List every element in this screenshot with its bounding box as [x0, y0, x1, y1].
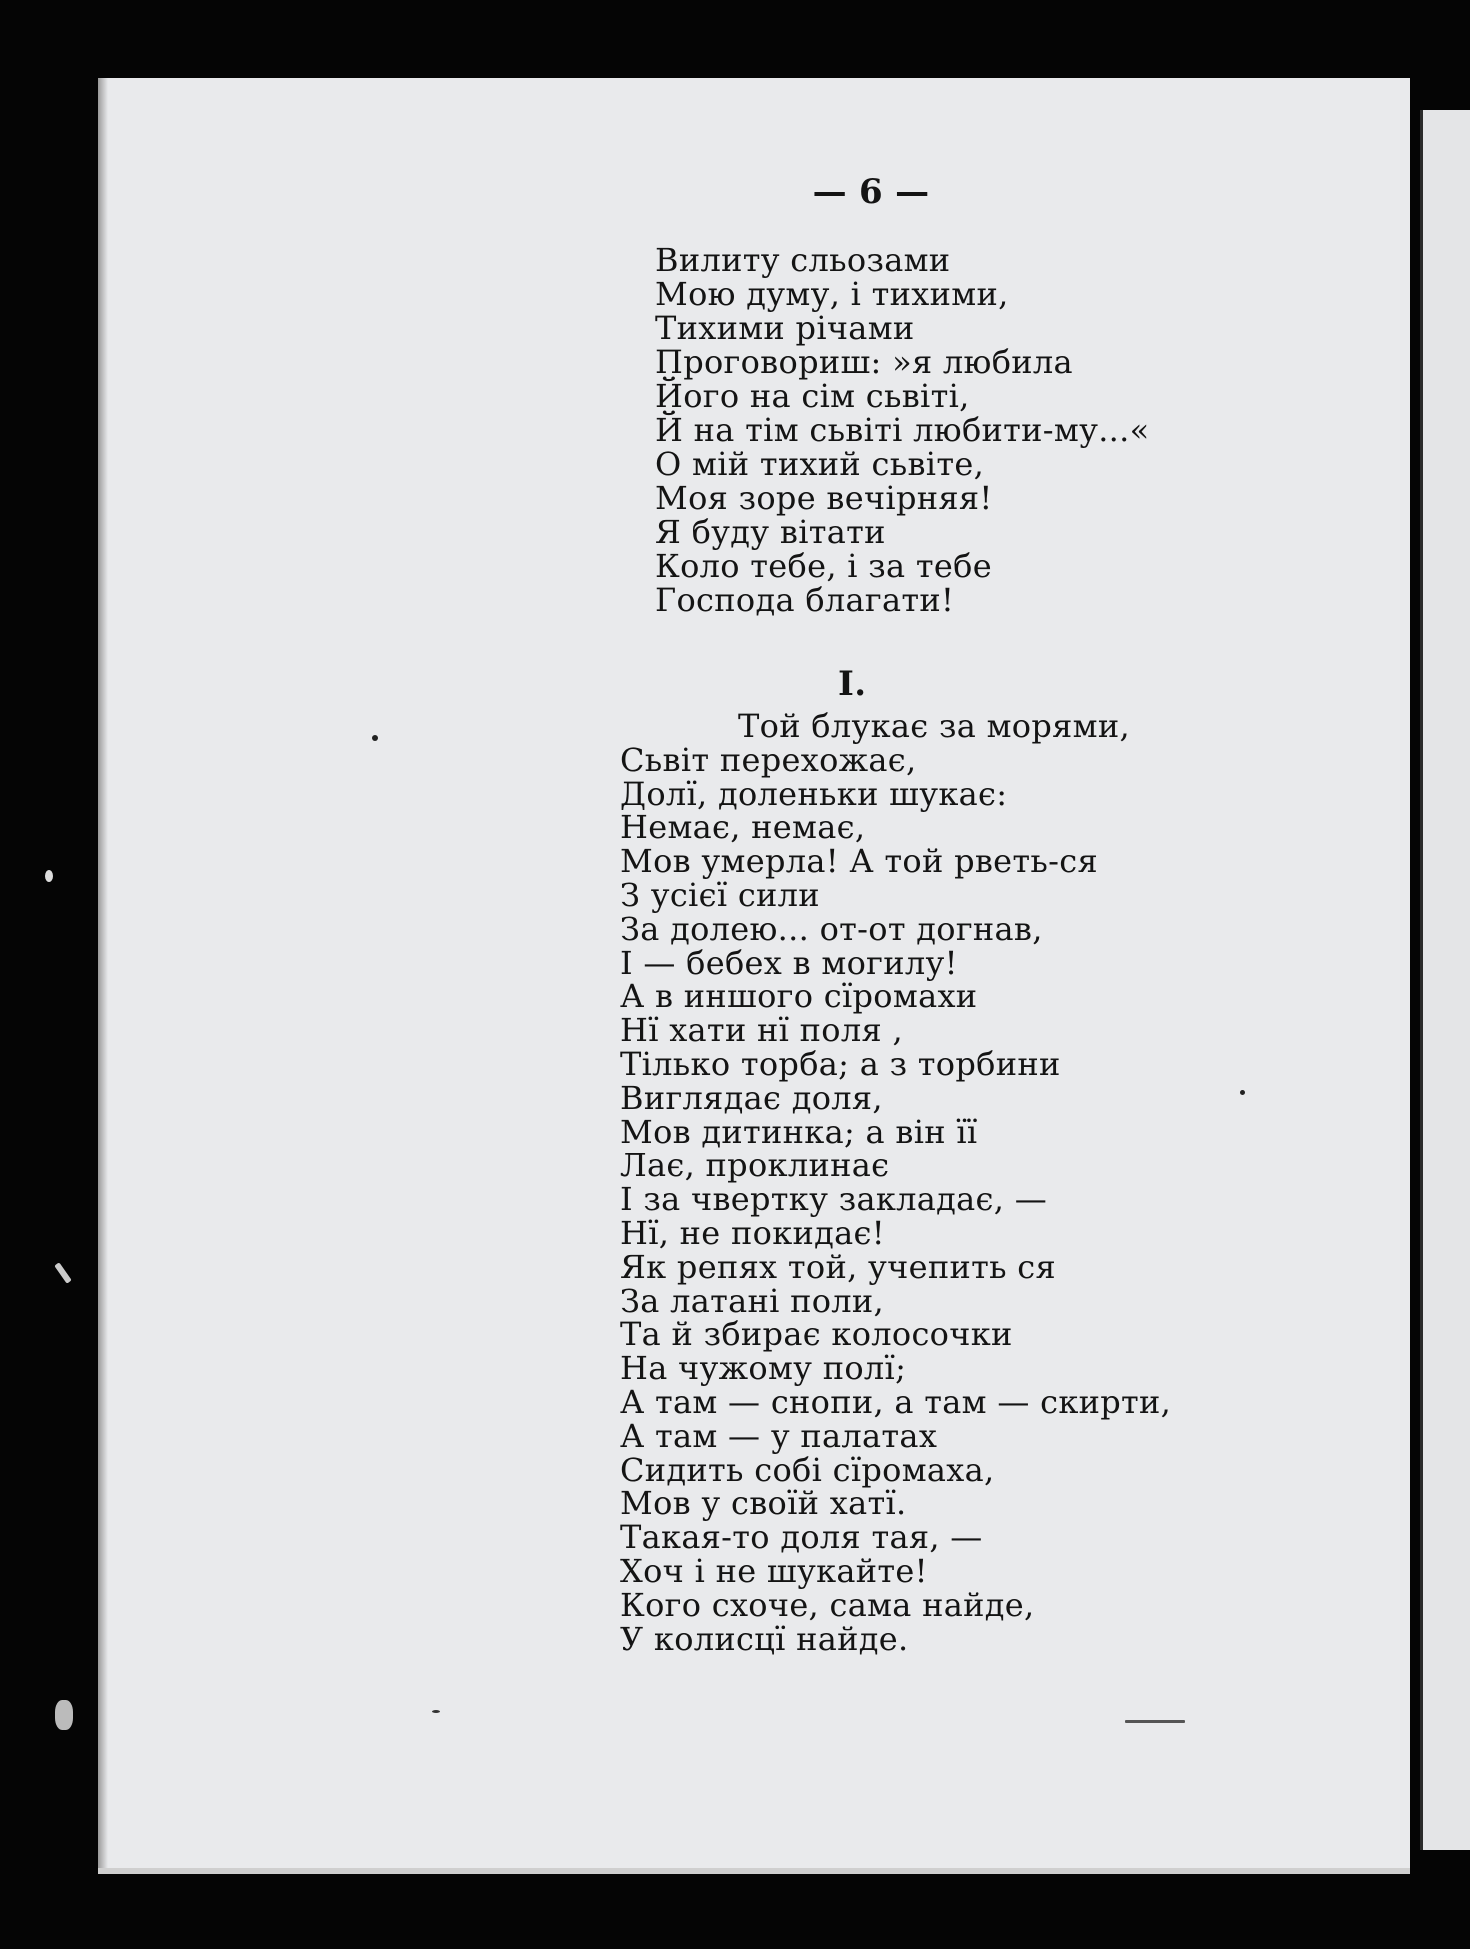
verse-line: Проговориш: »я любила	[655, 343, 1073, 381]
verse-line: Як репях той, учепить ся	[620, 1247, 1056, 1286]
verse-line: Тілько торба; а з торбини	[620, 1044, 1061, 1083]
verse-line: З усієї сили	[620, 875, 820, 914]
verse-line: Лає, проклинає	[620, 1146, 890, 1185]
verse-line: Моя зоре вечірняя!	[655, 479, 993, 517]
verse-line: Кого схоче, сама найде,	[620, 1585, 1035, 1624]
verse-line: Мов умерла! А той рветь-ся	[620, 842, 1098, 881]
verse-line: Той блукає за морями,	[738, 707, 1130, 745]
verse-line: А в иншого сїромахи	[620, 977, 978, 1016]
verse-line: А там — у палатах	[620, 1416, 938, 1455]
verse-line: Мою думу, і тихими,	[655, 275, 1009, 313]
verse-line: Виглядає доля,	[620, 1078, 883, 1117]
verse-line: Сьвіт перехожає,	[620, 740, 917, 779]
verse-line: Хоч і не шукайте!	[620, 1551, 928, 1590]
scan-speck	[55, 1700, 73, 1730]
verse-line: Мов дитинка; а він її	[620, 1112, 978, 1151]
verse-line: I за чвертку закладає, —	[620, 1180, 1047, 1219]
scan-speck	[45, 870, 53, 882]
scan-speck	[1125, 1720, 1185, 1723]
adjacent-page-edge	[1420, 110, 1470, 1850]
verse-line: Й на тім сьвіті любити-му...«	[655, 411, 1150, 449]
scan-speck	[432, 1710, 440, 1713]
verse-line: Такая-то доля тая, —	[620, 1518, 983, 1557]
verse-line: Нї, не покидає!	[620, 1213, 885, 1252]
verse-line: Тихими річами	[655, 309, 915, 347]
verse-line: Долї, доленьки шукає:	[620, 774, 1008, 813]
verse-line: Його на сім сьвіті,	[655, 377, 970, 415]
verse-line: Господа благати!	[655, 581, 955, 619]
stanza-1	[655, 243, 1150, 617]
verse-line: У колисцї найде.	[620, 1619, 909, 1658]
verse-line: За латані поли,	[620, 1281, 885, 1320]
verse-line: На чужому полї;	[620, 1349, 907, 1388]
verse-line: Мов у своїй хатї.	[620, 1484, 907, 1523]
page-edge-shadow	[98, 78, 108, 1868]
verse-line: А там — снопи, а там — скирти,	[620, 1382, 1172, 1421]
verse-line: I — бебех в могилу!	[620, 943, 958, 982]
page-number: — 6 —	[812, 172, 930, 212]
verse-line: Вилиту сльозами	[655, 241, 951, 279]
scan-speck	[1240, 1090, 1245, 1095]
verse-line: О мій тихий сьвіте,	[655, 445, 985, 483]
verse-line: Сидить собі сїромаха,	[620, 1450, 995, 1489]
verse-line: Нї хати нї поля ,	[620, 1011, 903, 1050]
verse-line: За долею... от-от догнав,	[620, 909, 1043, 948]
verse-line: Та й збирає колосочки	[620, 1315, 1013, 1354]
verse-line: Немає, немає,	[620, 808, 866, 847]
verse-line: Коло тебе, і за тебе	[655, 547, 992, 585]
section-heading: I.	[838, 664, 867, 704]
scan-speck	[372, 735, 378, 741]
stanza-2	[620, 707, 1172, 1658]
scan-speck	[54, 1262, 72, 1283]
verse-line: Я буду вітати	[655, 513, 886, 551]
